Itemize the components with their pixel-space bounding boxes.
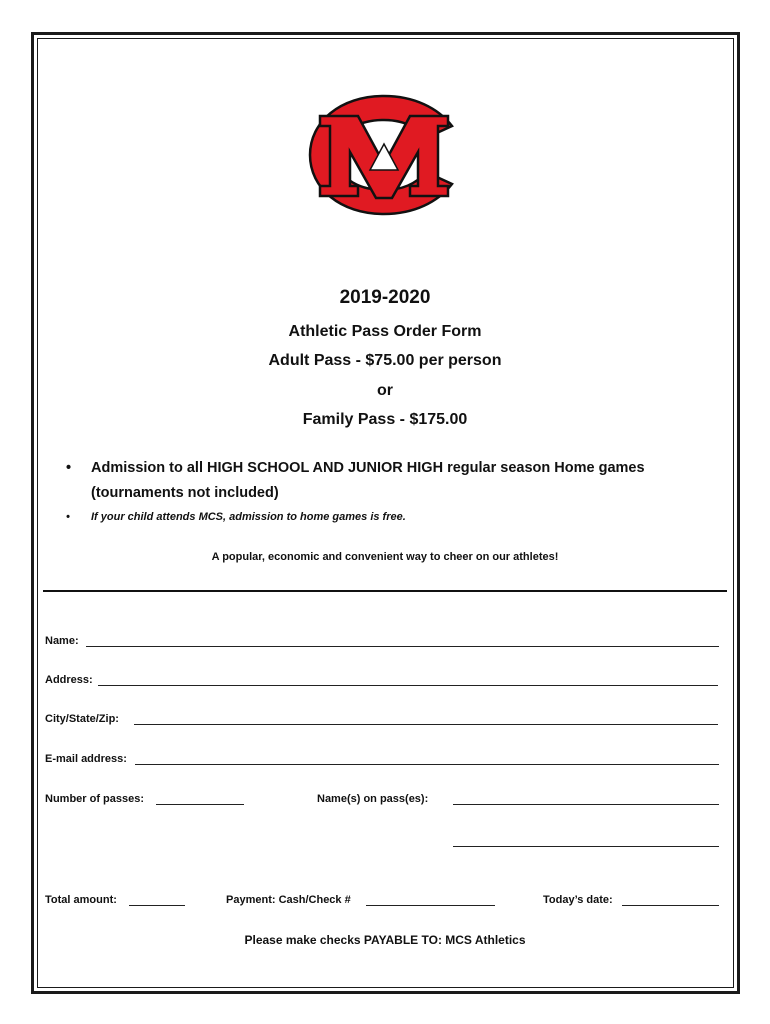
names-on-passes-field[interactable] (453, 804, 719, 805)
or-separator: or (377, 382, 393, 399)
number-of-passes-field[interactable] (156, 804, 244, 805)
name-field[interactable] (86, 646, 719, 647)
form-year: 2019-2020 (339, 287, 431, 308)
list-item: • If your child attends MCS, admission to home games is free. (66, 511, 406, 523)
list-item: • Admission to all HIGH SCHOOL AND JUNIOR HIGH regular season Home games (tournaments not included) (66, 456, 706, 506)
adult-pass-price: Adult Pass - $75.00 per person (268, 352, 502, 369)
names-on-passes-field-2[interactable] (453, 846, 719, 847)
payment-label: Payment: Cash/Check # (226, 894, 351, 906)
payable-to-note: Please make checks PAYABLE TO: MCS Athletics (244, 933, 526, 947)
bullet-icon: • (66, 511, 70, 523)
total-amount-label: Total amount: (45, 894, 117, 906)
number-of-passes-label: Number of passes: (45, 793, 145, 805)
total-amount-field[interactable] (129, 905, 185, 906)
email-field[interactable] (135, 764, 719, 765)
bullet-icon: • (66, 460, 72, 476)
address-field[interactable] (98, 685, 718, 686)
city-state-zip-label: City/State/Zip: (45, 713, 119, 725)
mc-logo (298, 86, 470, 224)
family-pass-price: Family Pass - $175.00 (302, 411, 468, 428)
section-divider (43, 590, 727, 592)
check-number-field[interactable] (366, 905, 495, 906)
names-on-passes-label: Name(s) on pass(es): (317, 793, 429, 805)
name-label: Name: (45, 635, 79, 647)
todays-date-field[interactable] (622, 905, 719, 906)
address-label: Address: (45, 674, 93, 686)
tagline: A popular, economic and convenient way to cheer on our athletes! (211, 551, 559, 563)
benefits-list (66, 456, 706, 523)
todays-date-label: Today’s date: (543, 894, 613, 906)
city-state-zip-field[interactable] (134, 724, 718, 725)
form-title: Athletic Pass Order Form (288, 323, 482, 340)
email-label: E-mail address: (45, 753, 127, 765)
